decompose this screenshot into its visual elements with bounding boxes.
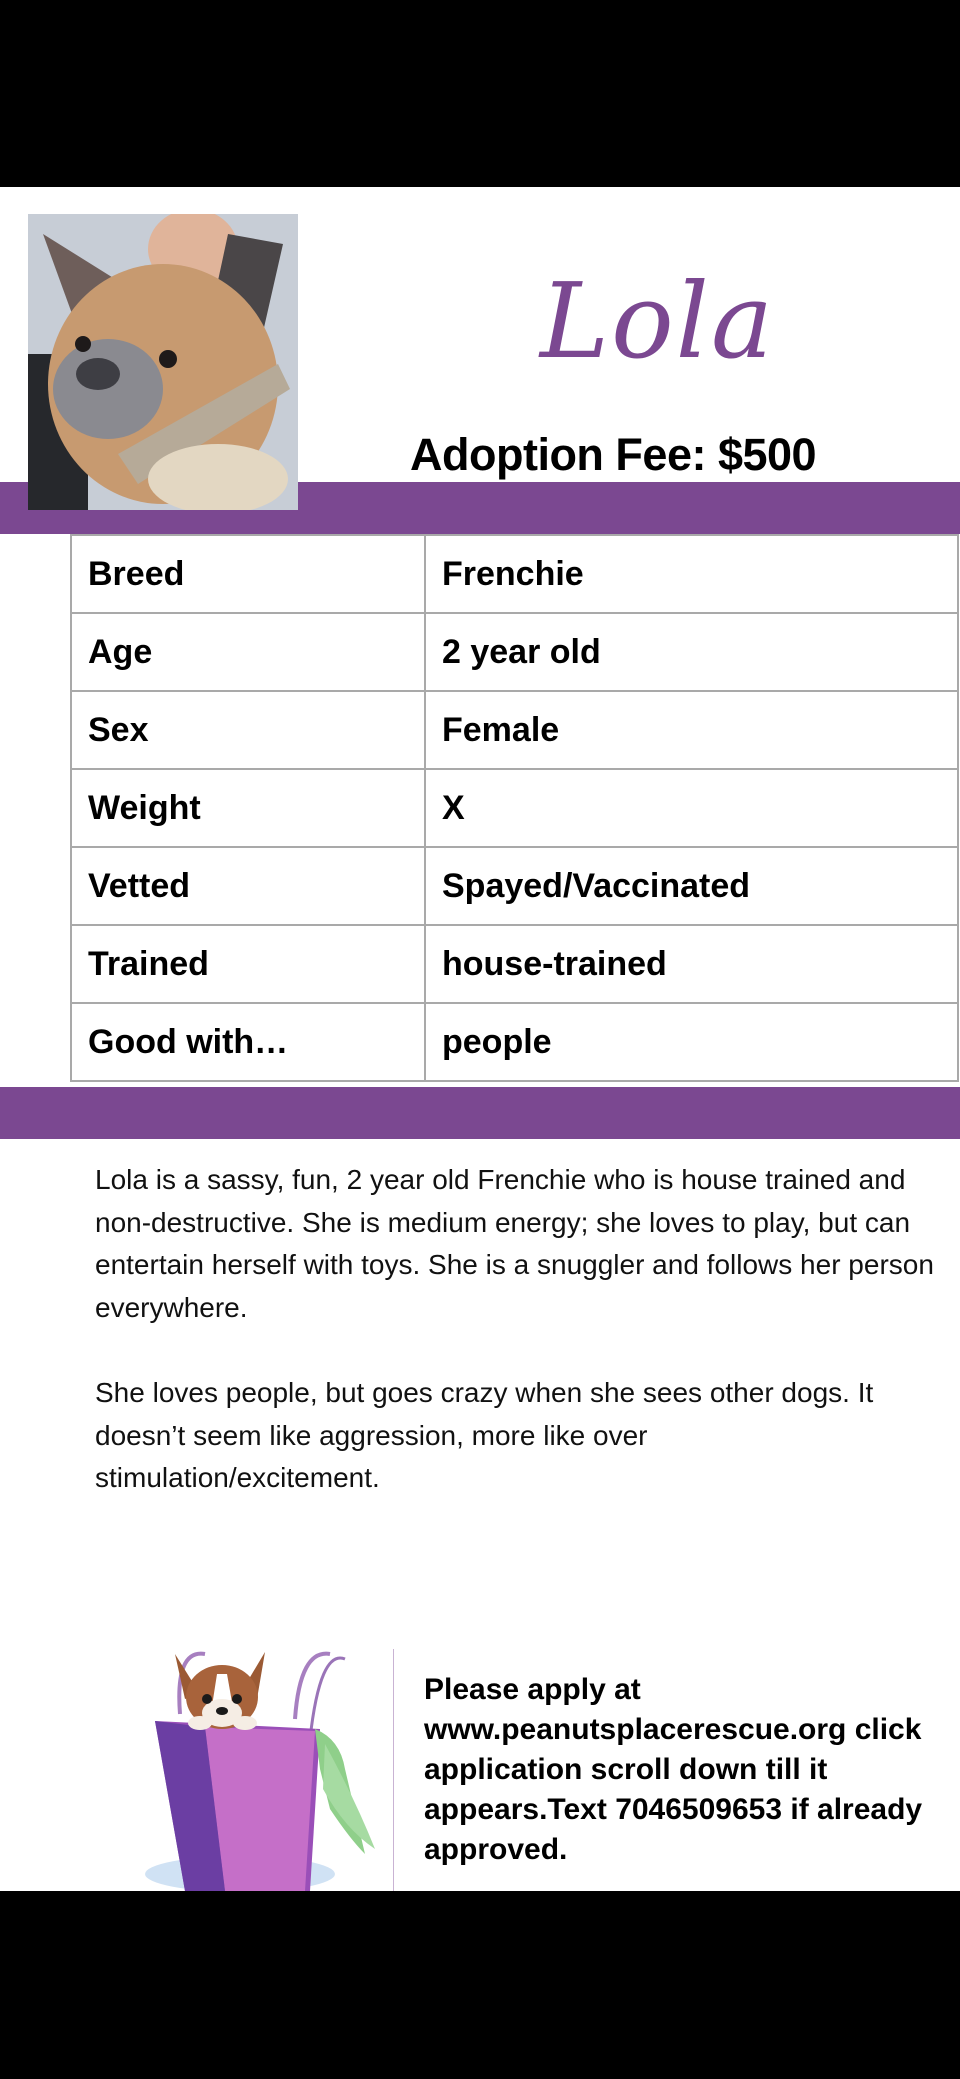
table-row: [71, 535, 958, 613]
detail-label: Trained: [71, 925, 425, 1003]
detail-value: house-trained: [425, 925, 958, 1003]
table-row: [71, 613, 958, 691]
detail-label: Sex: [71, 691, 425, 769]
chihuahua-in-bag-icon: [145, 1649, 385, 1891]
dog-photo: [28, 214, 298, 510]
dog-photo-illustration: [28, 214, 298, 510]
detail-value: X: [425, 769, 958, 847]
table-row: [71, 847, 958, 925]
table-row: [71, 769, 958, 847]
pet-description: [95, 1159, 940, 1543]
adoption-flyer: [0, 187, 960, 1891]
description-paragraph: She loves people, but goes crazy when she sees other dogs. It doesn’t seem like aggression, more like over stimulation/excitement.: [95, 1377, 874, 1493]
table-row: [71, 925, 958, 1003]
rescue-logo: [145, 1649, 385, 1891]
detail-value: people: [425, 1003, 958, 1081]
detail-label: Vetted: [71, 847, 425, 925]
description-paragraph: Lola is a sassy, fun, 2 year old Frenchie who is house trained and non-destructive. She is medium energy; she loves to play, but can entertain herself with toys. She is a snuggler and follows her person everywhere.: [95, 1164, 934, 1323]
table-row: [71, 1003, 958, 1081]
detail-label: Breed: [71, 535, 425, 613]
purple-divider-bottom: [0, 1087, 960, 1139]
detail-label: Age: [71, 613, 425, 691]
detail-label: Good with…: [71, 1003, 425, 1081]
detail-value: Female: [425, 691, 958, 769]
adoption-fee: Adoption Fee: $500: [410, 429, 817, 480]
table-row: [71, 691, 958, 769]
detail-value: 2 year old: [425, 613, 958, 691]
pet-name: Lola: [540, 260, 775, 382]
detail-value: Frenchie: [425, 535, 958, 613]
apply-instructions: Please apply at www.peanutsplacerescue.org click application scroll down till it appears.Text 7046509653 if already approved.: [424, 1673, 923, 1866]
footer-divider: [393, 1649, 394, 1891]
pet-details-table: [70, 534, 959, 1082]
detail-value: Spayed/Vaccinated: [425, 847, 958, 925]
detail-label: Weight: [71, 769, 425, 847]
